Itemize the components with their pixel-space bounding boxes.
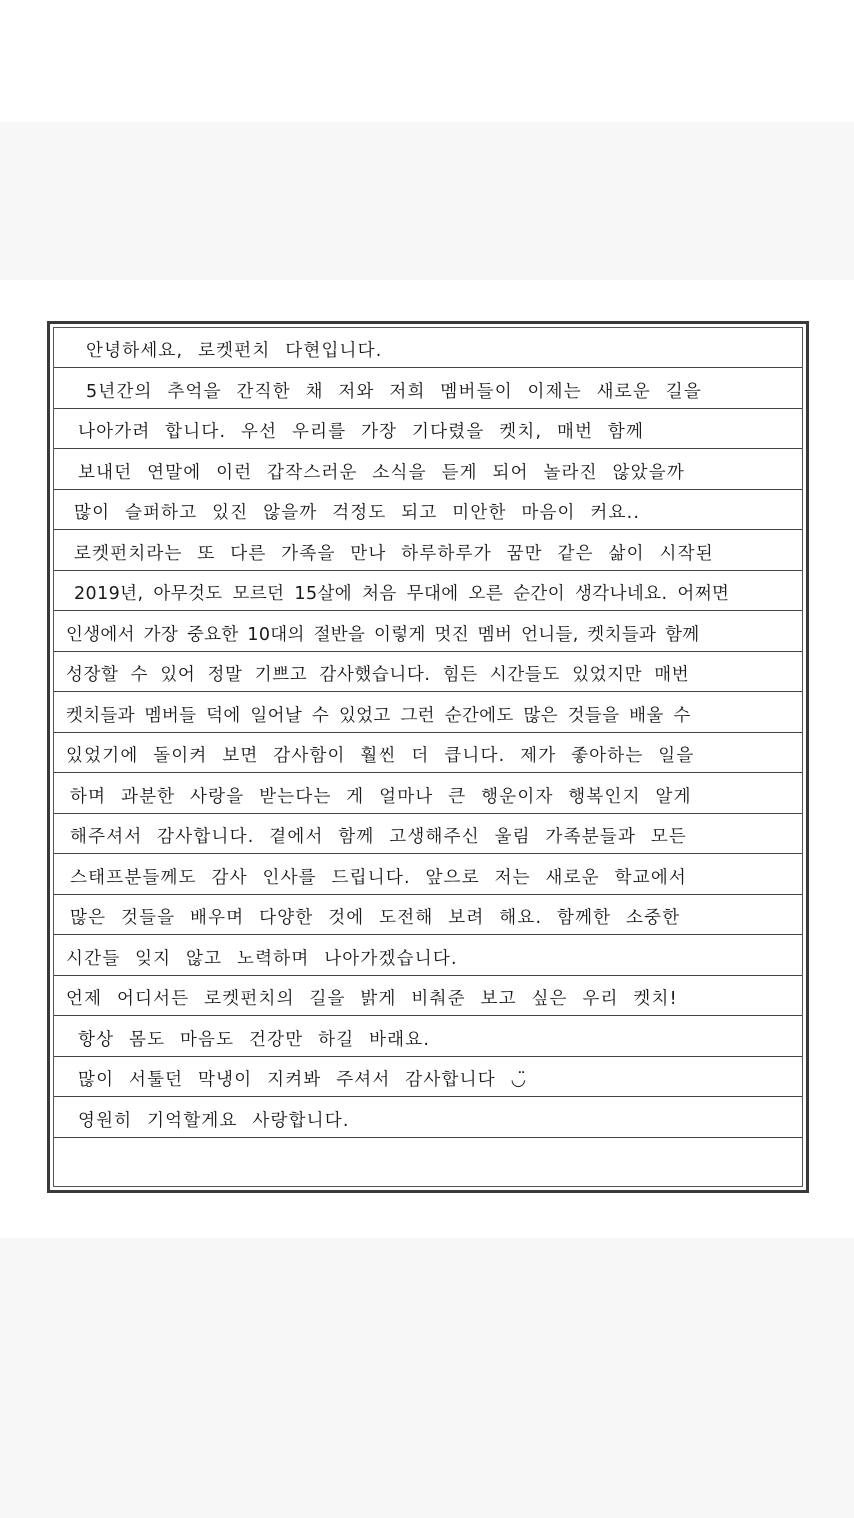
- letter-line-text: 켓치들과 멤버들 덕에 일어날 수 있었고 그런 순간에도 많은 것들을 배울 수: [66, 705, 691, 726]
- letter-line-text: 영원히 기억할게요 사랑합니다.: [78, 1110, 350, 1131]
- letter-line-text: 스태프분들께도 감사 인사를 드립니다. 앞으로 저는 새로운 학교에서: [70, 867, 688, 888]
- letter-line: [54, 369, 802, 409]
- letter-line: [54, 774, 802, 814]
- letter-line-text: 많은 것들을 배우며 다양한 것에 도전해 보려 해요. 함께한 소중한: [70, 908, 681, 928]
- letter-line-text: 성장할 수 있어 정말 기쁘고 감사했습니다. 힘든 시간들도 있었지만 매번: [66, 665, 690, 685]
- letter-line-text: 보내던 연말에 이런 갑작스러운 소식을 듣게 되어 놀라진 않았을까: [78, 462, 685, 483]
- letter-line: [54, 1098, 802, 1138]
- letter-line: [54, 693, 802, 733]
- letter-line: [54, 976, 802, 1016]
- letter-line-text: 하며 과분한 사랑을 받는다는 게 얼마나 큰 행운이자 행복인지 알게: [70, 786, 692, 807]
- letter-line: [54, 855, 802, 895]
- letter-inner-border: [53, 327, 803, 1187]
- letter-line-text: 있었기에 돌이켜 보면 감사함이 훨씬 더 큽니다. 제가 좋아하는 일을: [66, 746, 695, 766]
- letter-line: [54, 652, 802, 692]
- letter-line: [54, 490, 802, 530]
- lower-gray-band: [0, 1238, 854, 1518]
- letter-line: [54, 328, 802, 368]
- letter-line: [54, 531, 802, 571]
- letter-line: [54, 936, 802, 976]
- letter-line-text: 인생에서 가장 중요한 10대의 절반을 이렇게 멋진 멤버 언니들, 켓치들과 함께: [66, 624, 700, 645]
- letter-line-text: 항상 몸도 마음도 건강만 하길 바래요.: [78, 1029, 431, 1050]
- letter-line-text: 안녕하세요, 로켓펀치 다현입니다.: [86, 341, 383, 361]
- letter-line-text: 5년간의 추억을 간직한 채 저와 저희 멤버들이 이제는 새로운 길을: [86, 381, 702, 402]
- letter-line: [54, 1057, 802, 1097]
- letter-line-text: 해주셔서 감사합니다. 곁에서 함께 고생해주신 울림 가족분들과 모든: [70, 827, 688, 847]
- letter-line: [54, 612, 802, 652]
- letter-line: [54, 733, 802, 773]
- letter-line-text: 많이 서툴던 막냉이 지켜봐 주셔서 감사합니다 ◡̈: [78, 1070, 528, 1090]
- letter-line-text: 언제 어디서든 로켓펀치의 길을 밝게 비춰준 보고 싶은 우리 켓치!: [66, 989, 678, 1009]
- letter-line-text: 나아가려 합니다. 우선 우리를 가장 기다렸을 켓치, 매번 함께: [78, 422, 645, 442]
- letter-line: [54, 895, 802, 935]
- handwritten-letter: [47, 321, 809, 1193]
- letter-line-text: 2019년, 아무것도 모르던 15살에 처음 무대에 오른 순간이 생각나네요. 어쩌면: [74, 584, 730, 604]
- letter-line: [54, 450, 802, 490]
- letter-line: [54, 814, 802, 854]
- letter-line: [54, 1138, 802, 1178]
- letter-line-text: 많이 슬퍼하고 있진 않을까 걱정도 되고 미안한 마음이 커요..: [74, 503, 641, 523]
- letter-line: [54, 409, 802, 449]
- letter-line: [54, 571, 802, 611]
- letter-line-text: 시간들 잊지 않고 노력하며 나아가겠습니다.: [66, 948, 458, 969]
- letter-line: [54, 1017, 802, 1057]
- upper-gray-band: [0, 122, 854, 280]
- letter-line-text: 로켓펀치라는 또 다른 가족을 만나 하루하루가 꿈만 같은 삶이 시작된: [74, 543, 714, 564]
- top-blank-band: [0, 0, 854, 122]
